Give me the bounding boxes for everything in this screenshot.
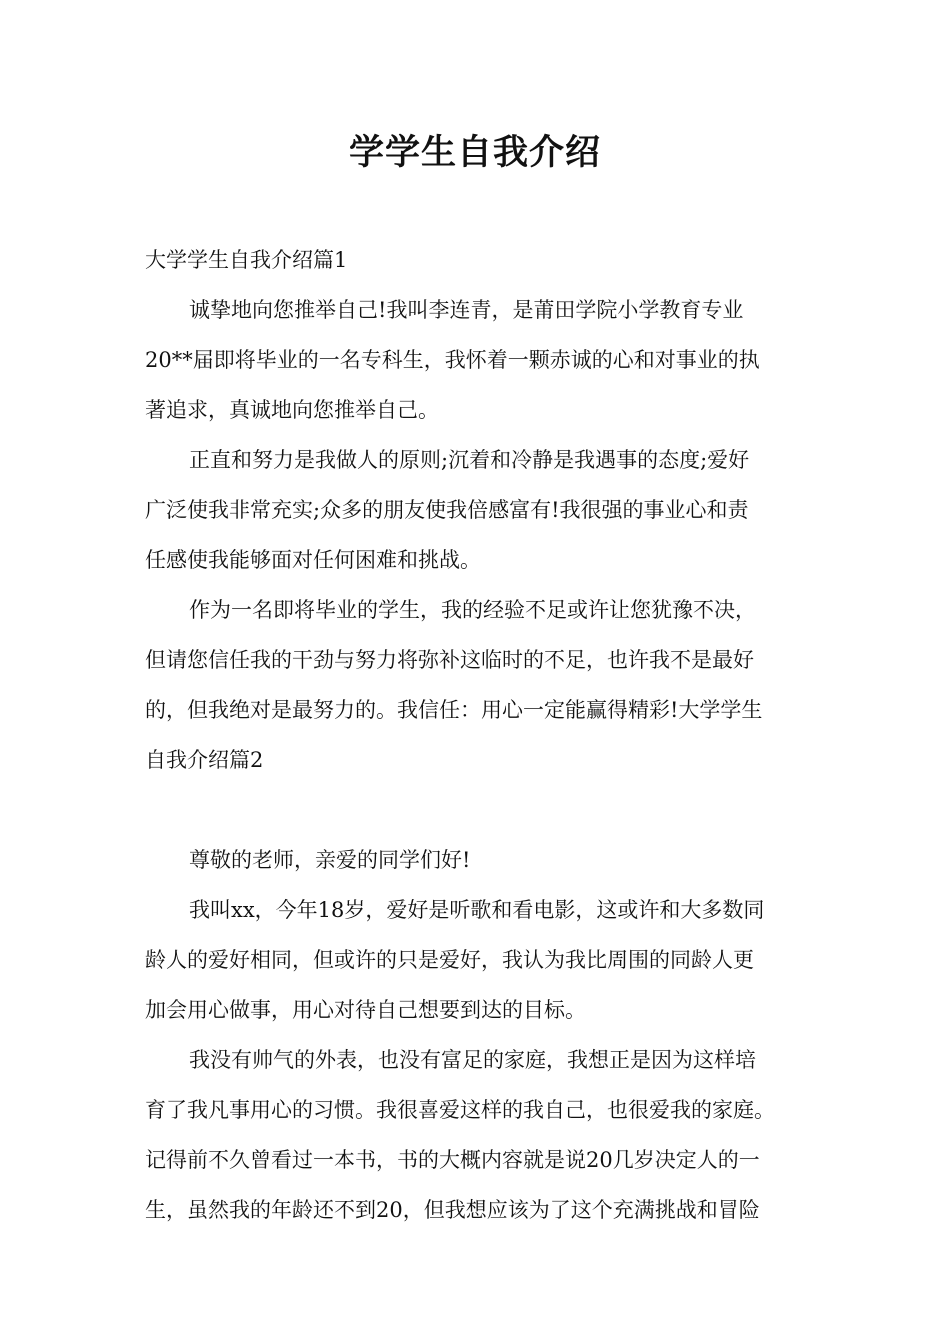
paragraph-line: 正直和努力是我做人的原则;沉着和冷静是我遇事的态度;爱好 [189, 448, 750, 472]
paragraph-line: 任感使我能够面对任何困难和挑战。 [145, 548, 481, 572]
blank-line [145, 785, 817, 835]
paragraph-line: 记得前不久曾看过一本书，书的大概内容就是说20几岁决定人的一 [145, 1148, 760, 1172]
document-title: 学学生自我介绍 [348, 133, 601, 173]
paragraph-line: 但请您信任我的干劲与努力将弥补这临时的不足，也许我不是最好 [145, 648, 754, 672]
paragraph-line: 诚挚地向您推举自己!我叫李连青，是莆田学院小学教育专业 [189, 298, 744, 322]
paragraph-line: 龄人的爱好相同，但或许的只是爱好，我认为我比周围的同龄人更 [145, 948, 754, 972]
paragraph-line: 作为一名即将毕业的学生，我的经验不足或许让您犹豫不决， [189, 598, 756, 622]
paragraph-line: 自我介绍篇2 [145, 748, 264, 772]
paragraph-line: 我没有帅气的外表，也没有富足的家庭，我想正是因为这样培 [189, 1048, 756, 1072]
paragraph-line: 我叫xx，今年18岁，爱好是听歌和看电影，这或许和大多数同 [189, 898, 765, 922]
paragraph-line: 广泛使我非常充实;众多的朋友使我倍感富有!我很强的事业心和责 [145, 498, 749, 522]
paragraph-line: 著追求，真诚地向您推举自己。 [145, 398, 439, 422]
section-heading: 大学学生自我介绍篇1 [145, 248, 348, 272]
paragraph-line: 的，但我绝对是最努力的。我信任：用心一定能赢得精彩!大学学生 [145, 698, 763, 722]
paragraph-line: 生，虽然我的年龄还不到20，但我想应该为了这个充满挑战和冒险 [145, 1198, 760, 1222]
greeting-line: 尊敬的老师，亲爱的同学们好! [189, 848, 471, 872]
document-body [145, 235, 817, 1235]
paragraph-line: 加会用心做事，用心对待自己想要到达的目标。 [145, 998, 586, 1022]
paragraph-line: 20**届即将毕业的一名专科生，我怀着一颗赤诚的心和对事业的执 [145, 348, 760, 372]
paragraph-line: 育了我凡事用心的习惯。我很喜爱这样的我自己，也很爱我的家庭。 [145, 1098, 775, 1122]
